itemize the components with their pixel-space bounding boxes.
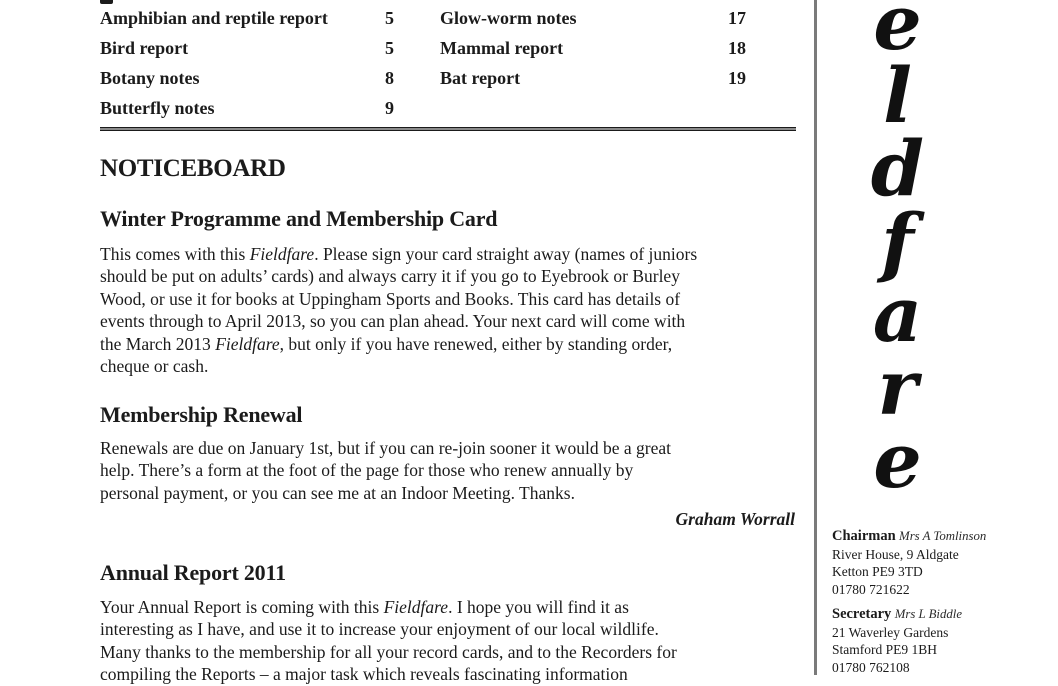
text-line: Many thanks to the membership for all your record cards, and to the Recorders for (100, 641, 677, 662)
secretary-contact-block (832, 605, 1047, 676)
text-line: Renewals are due on January 1st, but if you can re-join sooner it would be a great (100, 438, 672, 458)
membership-renewal-paragraph (100, 437, 810, 504)
text-line: cheque or cash. (100, 356, 209, 377)
text-line: compiling the Reports – a major task which reveals fascinating information (100, 664, 628, 685)
text-line: This comes with this Fieldfare. Please sign your card straight away (names of juniors (100, 244, 698, 264)
toc-label: Mammal report (440, 38, 564, 58)
text-line: help. There’s a form at the foot of the page for those who renew annually by (100, 460, 634, 481)
masthead-letter: e (873, 416, 922, 505)
contact-role-line (832, 605, 1047, 624)
toc-label: Amphibian and reptile report (100, 8, 328, 28)
toc-label: Botany notes (100, 68, 200, 88)
author-signature: Graham Worrall (675, 509, 795, 529)
winter-programme-heading: Winter Programme and Membership Card (100, 206, 498, 231)
contact-phone: 01780 721622 (832, 581, 910, 597)
masthead-letter: r (877, 343, 918, 432)
toc-label: Bat report (440, 68, 521, 88)
toc-label: Butterfly notes (100, 98, 215, 118)
contact-name: Mrs L Biddle (894, 607, 962, 621)
annual-report-heading: Annual Report 2011 (100, 560, 286, 585)
toc-entry (440, 33, 760, 63)
contents-column-right (440, 3, 760, 93)
toc-label: Bird report (100, 38, 189, 58)
toc-page-number: 17 (728, 8, 746, 28)
toc-label: Glow-worm notes (440, 8, 577, 28)
contact-address-line: River House, 9 Aldgate (832, 546, 959, 562)
toc-page-number: 8 (385, 68, 394, 88)
vertical-divider (814, 0, 817, 675)
contact-role: Secretary (832, 606, 892, 622)
membership-renewal-heading: Membership Renewal (100, 402, 303, 427)
toc-entry (100, 3, 412, 33)
contact-phone: 01780 762108 (832, 659, 910, 675)
text-line: should be put on adults’ cards) and always carry it if you go to Eyebrook or Burley (100, 266, 680, 287)
text-line: personal payment, or you can see me at an Indoor Meeting. Thanks. (100, 482, 575, 503)
fieldfare-masthead-letters (845, 0, 950, 505)
winter-programme-paragraph (100, 243, 810, 377)
toc-page-number: 19 (728, 68, 746, 88)
toc-page-number: 5 (385, 38, 394, 58)
toc-page-number: 9 (385, 98, 394, 118)
contact-address-line: 21 Waverley Gardens (832, 624, 949, 640)
masthead-letter: e (873, 0, 922, 67)
toc-entry (440, 63, 760, 93)
masthead-letter: l (883, 51, 912, 140)
contact-address-line: Stamford PE9 1BH (832, 642, 938, 657)
toc-page-number: 5 (385, 8, 394, 28)
text-line: Wood, or use it for books at Uppingham Sports and Books. This card has details of (100, 288, 681, 309)
masthead-letter: a (872, 270, 923, 359)
contents-column-left (100, 3, 412, 123)
toc-page-number: 18 (728, 38, 746, 58)
horizontal-rule (100, 127, 796, 131)
noticeboard-title: NOTICEBOARD (100, 155, 286, 182)
text-line: events through to April 2013, so you can plan ahead. Your next card will come with (100, 311, 686, 332)
toc-entry (100, 63, 412, 93)
contact-address-line: Ketton PE9 3TD (832, 564, 923, 579)
masthead-letter: f (881, 197, 914, 286)
contact-role: Chairman (832, 528, 896, 544)
toc-entry (440, 3, 760, 33)
text-line: interesting as I have, and use it to increase your enjoyment of our local wildlife. (100, 619, 659, 640)
masthead-letter: d (870, 124, 925, 213)
toc-entry (100, 33, 412, 63)
toc-entry (100, 93, 412, 123)
text-line: the March 2013 Fieldfare, but only if you have renewed, either by standing order, (100, 333, 673, 354)
contact-role-line (832, 527, 1047, 546)
chairman-contact-block (832, 527, 1047, 598)
text-line: Your Annual Report is coming with this Fieldfare. I hope you will find it as (100, 597, 629, 617)
annual-report-paragraph (100, 596, 810, 686)
contact-name: Mrs A Tomlinson (899, 529, 987, 543)
